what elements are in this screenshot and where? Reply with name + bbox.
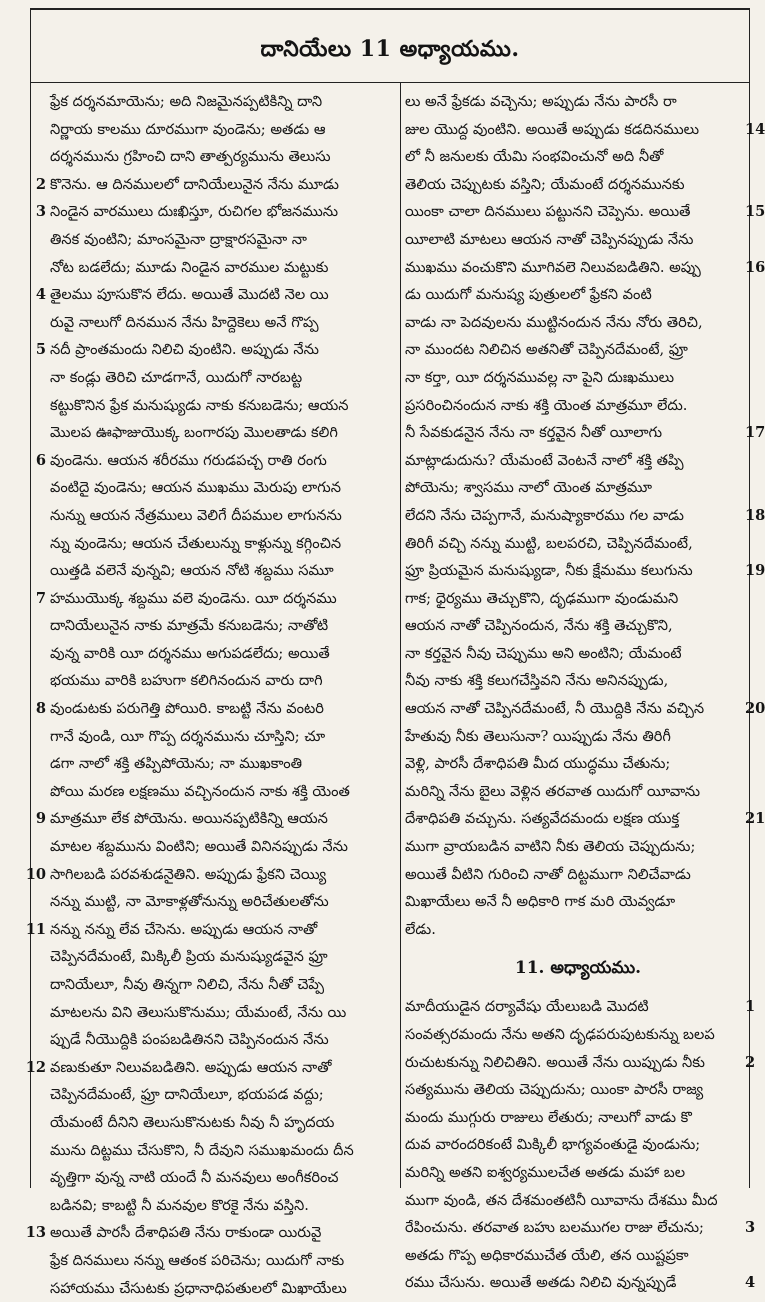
text-line — [50, 143, 396, 171]
right-column-upper — [405, 88, 765, 943]
line-text: వాడు నా పెదవులను ముట్టినందున నేను నోరు తెరిచి, — [405, 313, 703, 331]
line-text: ముఖము వంచుకొని మూగివలె నిలువబడితిని. అప్పు — [405, 258, 701, 276]
line-text: సాగిలబడి పరవశుడనైతిని. అప్పుడు ఫ్రేకని చెయ్యి — [50, 865, 327, 883]
text-line — [50, 1026, 396, 1054]
text-line — [405, 530, 751, 558]
left-column — [25, 88, 396, 1302]
text-line — [405, 226, 751, 254]
line-text: తైలము పూసుకొన లేదు. అయితే మొదటి నెల యి — [50, 286, 329, 304]
text-line — [50, 667, 396, 695]
header-divider — [30, 82, 750, 83]
text-line — [50, 1164, 396, 1192]
line-text: నన్ను నన్ను లేవ చేసెను. అప్పుడు ఆయన నాతో — [50, 920, 318, 938]
line-text: సంవత్సరమందు నేను అతని దృఢపరుపుటకున్ను బలప — [405, 1026, 715, 1043]
text-line — [405, 198, 765, 226]
text-line — [405, 778, 751, 806]
line-text: అయితే వీటిని గురించి నాతో దిట్టముగా నిలిచేవాడు — [405, 865, 691, 883]
verse-number: 12 — [25, 1058, 46, 1076]
line-text: తిరిగీ వచ్చి నన్ను ముట్టి, బలపరచి, చెప్పినదేమంటే, — [405, 534, 693, 552]
verse-number: 5 — [35, 341, 46, 359]
text-line — [35, 695, 396, 723]
line-text: తెలియ చెప్పుటకు వస్తిని; యేమంటే దర్శనమునకు — [405, 175, 685, 193]
verse-number: 1 — [745, 998, 756, 1016]
line-text: చెప్పినదేమంటే, ఫ్రూ దానియేలూ, భయపడ వద్దు; — [50, 1086, 324, 1104]
line-text: వంటిదై వుండెను; ఆయన ముఖము మెరుపు లాగున — [50, 479, 341, 497]
line-text: నిర్ణాయ కాలము దూరముగా వుండెను; అతడు ఆ — [50, 120, 326, 138]
line-text: దువ వారందరికంటే మిక్కిలీ భాగ్యవంతుడై వుండును; — [405, 1136, 701, 1154]
verse-number: 4 — [745, 1274, 756, 1292]
text-line — [405, 695, 765, 723]
text-line — [50, 833, 396, 861]
text-line — [405, 1242, 751, 1270]
text-line — [50, 474, 396, 502]
line-text: చెప్పినదేమంటే, మిక్కిలీ ప్రియ మనుష్యుడవైన ఫ్రూ — [50, 948, 328, 966]
line-text: మొలప ఊఫాజుయొక్క బంగారపు మొలతాడు కలిగి — [50, 424, 338, 442]
text-line — [405, 1159, 751, 1187]
verse-number: 4 — [35, 286, 46, 304]
text-line — [405, 861, 751, 889]
verse-number: 13 — [25, 1224, 46, 1242]
verse-number: 10 — [25, 865, 46, 883]
text-line — [50, 640, 396, 668]
text-line — [405, 805, 765, 833]
text-line — [405, 502, 765, 530]
text-line — [50, 778, 396, 806]
line-text: పోయి మరణ లక్షణము వచ్చినందున నాకు శక్తి యెంత — [50, 782, 350, 800]
text-line — [50, 943, 396, 971]
text-line — [50, 723, 396, 751]
text-line — [50, 309, 396, 337]
right-column — [405, 88, 765, 1297]
line-text: మరిన్ని అతని ఐశ్వర్యములచేత అతడు మహా బల — [405, 1163, 686, 1181]
text-line — [405, 447, 751, 475]
text-line — [405, 1131, 751, 1159]
text-line — [405, 640, 751, 668]
text-line — [405, 723, 751, 751]
text-line — [405, 281, 751, 309]
text-line — [50, 1081, 396, 1109]
text-line — [25, 1219, 396, 1247]
line-text: వణుకుతూ నిలువబడితిని. అప్పుడు ఆయన నాతో — [50, 1058, 332, 1076]
line-text: నీ సేవకుడనైన నేను నా కర్తవైన నీతో యీలాగు — [405, 424, 663, 442]
text-line — [35, 171, 396, 199]
text-line — [50, 557, 396, 585]
line-text: ముగా వుండి, తన దేశమంతటినీ యీవాను దేశము మీద — [405, 1191, 718, 1209]
verse-number: 3 — [35, 203, 46, 221]
line-text: నా కర్తవైన నీవు చెప్పుము అని అంటిని; యేమంటే — [405, 644, 682, 662]
line-text: యిత్తడి వలెనే వున్నవి; ఆయన నోటి శబ్దము సమూ — [50, 562, 334, 580]
line-text: మాటలను విని తెలుసుకొనుము; యేమంటే, నేను యి — [50, 1003, 347, 1021]
line-text: మాట్లాడుదును? యేమంటే వెంటనే నాలో శక్తి తప్పి — [405, 451, 684, 469]
text-line — [50, 226, 396, 254]
text-line — [35, 336, 396, 364]
verse-number: 6 — [35, 451, 46, 469]
top-border — [30, 8, 750, 10]
line-text: కట్టుకొనిన ఫ్రేక మనుష్యుడు నాకు కనుబడెను; ఆయన — [50, 396, 349, 414]
text-line — [405, 557, 765, 585]
line-text: గానే వుండి, యీ గొప్ప దర్శనమును చూస్తిని; చూ — [50, 727, 326, 745]
line-text: న్ను వుండెను; ఆయన చేతులున్ను కాళ్లున్ను కగ్గించిన — [50, 534, 342, 552]
line-text: ఆయన నాతో చెప్పినదేమంటే, నీ యొద్దికి నేను వచ్చిన — [405, 700, 705, 718]
line-text: సహాయము చేసుటకు ప్రధానాధిపతులలో మిఖాయేలు — [50, 1279, 347, 1297]
text-line — [405, 143, 751, 171]
text-line — [405, 1214, 756, 1242]
line-text: హముయొక్క శబ్దము వలె వుండెను. యీ దర్శనము — [50, 589, 337, 607]
line-text: రము చేసును. అయితే అతడు నిలిచి వున్నప్పుడే — [405, 1274, 677, 1292]
right-column-lower — [405, 993, 756, 1297]
line-text: ఫ్రేక దినములు నన్ను ఆతంక పరిచెను; యిదుగో నాకు — [50, 1251, 345, 1269]
text-line — [405, 171, 751, 199]
verse-number: 9 — [35, 810, 46, 828]
text-line — [35, 447, 396, 475]
line-text: కొనెను. ఆ దినములలో దానియేలునైన నేను మూడు — [50, 175, 339, 193]
line-text: నా ముందట నిలిచిన అతనితో చెప్పినదేమంటే, ఫ్రూ — [405, 341, 688, 359]
verse-number: 19 — [745, 562, 765, 580]
text-line — [50, 1192, 396, 1220]
line-text: నా కండ్లు తెరిచి చూడగానే, యిదుగో నారబట్ట — [50, 368, 303, 386]
text-line — [405, 364, 751, 392]
verse-number: 21 — [745, 810, 765, 828]
line-text: మాటల శబ్దమును వింటిని; అయితే వినినప్పుడు నేను — [50, 838, 348, 856]
page-title: దానియేలు 11 అధ్యాయము. — [260, 36, 520, 62]
text-line — [35, 585, 396, 613]
line-text: పోయెను; శ్వాసము నాలో యెంత మాత్రమూ — [405, 479, 653, 497]
verse-number: 17 — [745, 424, 765, 442]
text-line — [50, 1109, 396, 1137]
text-line — [25, 916, 396, 944]
verse-number: 11 — [25, 920, 46, 938]
line-text: లో నీ జనులకు యేమి సంభవించునో అది నీతో — [405, 148, 664, 166]
text-line — [50, 612, 396, 640]
text-line — [405, 474, 751, 502]
line-text: ముగా వ్రాయబడిన వాటిని నీకు తెలియ చెప్పుదును; — [405, 838, 696, 856]
text-line — [405, 309, 751, 337]
text-line — [405, 993, 756, 1021]
line-text: దానియేలునైన నాకు మాత్రమే కనుబడెను; నాతోటి — [50, 617, 329, 635]
verse-number: 7 — [35, 589, 46, 607]
line-text: అతడు గొప్ప అధికారముచేత యేలి, తన యిష్టప్రకా — [405, 1246, 689, 1264]
line-text: నీవు నాకు శక్తి కలుగచేస్తివని నేను అనినప్పుడు, — [405, 672, 669, 690]
verse-number: 14 — [745, 120, 765, 138]
text-line — [35, 198, 396, 226]
text-line — [405, 419, 765, 447]
text-line — [405, 254, 765, 282]
text-line — [50, 419, 396, 447]
verse-number: 20 — [745, 700, 765, 718]
verse-number: 2 — [745, 1053, 756, 1071]
text-line — [405, 1076, 751, 1104]
text-line — [25, 861, 396, 889]
line-text: వెళ్లి, పారసీ దేశాధిపతి మీద యుద్ధము చేతును; — [405, 755, 671, 773]
line-text: హేతువు నీకు తెలుసునా? యిప్పుడు నేను తిరిగీ — [405, 727, 671, 745]
text-line — [405, 1104, 751, 1132]
text-line — [50, 888, 396, 916]
column-divider — [400, 82, 401, 1188]
text-line — [405, 116, 765, 144]
line-text: ఆయన నాతో చెప్పినందున, నేను శక్తి తెచ్చుకొని, — [405, 617, 673, 635]
line-text: లేదని నేను చెప్పగానే, మనుష్యాకారము గల వాడు — [405, 506, 684, 524]
line-text: వృత్తిగా వున్న నాటి యందే నీ మనవులు అంగీకరించ — [50, 1169, 339, 1187]
line-text: నోట బడలేదు; మూడు నిండైన వారముల మట్టుకు — [50, 258, 329, 276]
line-text: యేమంటే దీనిని తెలుసుకొనుటకు నీవు నీ హృదయ — [50, 1113, 335, 1131]
text-line — [405, 88, 751, 116]
verse-number: 3 — [745, 1219, 756, 1237]
line-text: జుల యొద్ద వుంటిని. అయితే అప్పుడు కడదినములు — [405, 120, 700, 138]
line-text: దర్శనమును గ్రహించి దాని తాత్పర్యమును తెలుసు — [50, 148, 331, 166]
text-line — [50, 116, 396, 144]
text-line — [405, 667, 751, 695]
verse-number: 2 — [35, 175, 46, 193]
text-line — [405, 750, 751, 778]
text-line — [405, 1187, 751, 1215]
line-text: నన్ను ముట్టి, నా మోకాళ్లతోనున్ను అరిచేతులతోను — [50, 893, 329, 911]
line-text: వున్న వారికి యీ దర్శనము అగుపడలేదు; అయితే — [50, 644, 330, 662]
text-line — [25, 1054, 396, 1082]
verse-number: 8 — [35, 700, 46, 718]
text-line — [50, 502, 396, 530]
text-line — [50, 254, 396, 282]
line-text: దానియేలూ, నీవు తిన్నగా నిలిచి, నేను నీతో చెప్పే — [50, 976, 325, 993]
line-text: మిఖాయేలు అనే నీ అధికారి గాక మరి యెవ్వడూ — [405, 893, 676, 911]
line-text: డగా నాలో శక్తి తప్పిపోయెను; నా ముఖకాంతి — [50, 755, 303, 773]
chapter-subheading: 11. అధ్యాయము. — [514, 958, 642, 979]
line-text: యింకా చాలా దినములు పట్టునని చెప్పెను. అయితే — [405, 203, 691, 221]
line-text: బడినవి; కాబట్టి నీ మనవుల కొరకై నేను వస్తిని. — [50, 1196, 309, 1214]
line-text: ప్రసరించినందున నాకు శక్తి యెంత మాత్రమూ లేదు. — [405, 396, 688, 414]
text-line — [405, 392, 751, 420]
line-text: మరిన్ని నేను బైలు వెళ్లిన తరవాత యిదుగో యీవాను — [405, 782, 701, 800]
line-text: రువై నాలుగో దినమున నేను హిద్దెకెలు అనే గొప్ప — [50, 313, 319, 331]
text-line — [405, 612, 751, 640]
text-line — [50, 1137, 396, 1165]
text-line — [50, 392, 396, 420]
line-text: మును దిట్టము చేసుకొని, నీ దేవుని సముఖమందు దీన — [50, 1141, 354, 1159]
text-line — [405, 833, 751, 861]
line-text: గాక; ధైర్యము తెచ్చుకొని, దృఢముగా వుండుమని — [405, 589, 679, 607]
line-text: భయము వారికి బహుగా కలిగినందున వారు దాగి — [50, 672, 323, 690]
line-text: యీలాటి మాటలు ఆయన నాతో చెప్పినప్పుడు నేను — [405, 230, 694, 248]
text-line — [50, 364, 396, 392]
line-text: ఫ్రూ ప్రియమైన మనుష్యుడా, నీకు క్షేమము కలుగును — [405, 562, 693, 580]
line-text: సత్యమును తెలియ చెప్పుదును; యింకా పారసీ రాజ్య — [405, 1081, 704, 1099]
text-line — [50, 750, 396, 778]
text-line — [50, 999, 396, 1027]
line-text: మాత్రమూ లేక పోయెను. అయినప్పటికిన్ని ఆయన — [50, 810, 328, 828]
text-line — [50, 1247, 396, 1275]
line-text: లు అనే ఫ్రేకడు వచ్చెను; అప్పుడు నేను పారసీ రా — [405, 93, 677, 110]
line-text: ఫ్రేక దర్శనమాయెను; అది నిజమైనప్పటికిన్ని దాని — [50, 93, 323, 110]
text-line — [35, 805, 396, 833]
line-text: నున్ను ఆయన నేత్రములు వెలిగే దీపముల లాగునను — [50, 506, 342, 524]
text-line — [50, 1275, 396, 1302]
text-line — [405, 916, 751, 944]
line-text: వుండుటకు పరుగెత్తి పోయిరి. కాబట్టి నేను వంటరి — [50, 700, 324, 718]
verse-number: 18 — [745, 506, 765, 524]
line-text: నిండైన వారములు దుఃఖిస్తూ, రుచిగల భోజనమును — [50, 203, 339, 221]
text-line — [405, 1021, 751, 1049]
text-line — [405, 888, 751, 916]
text-line — [50, 530, 396, 558]
text-line — [405, 336, 751, 364]
line-text: మాదీయుడైన దర్యావేషు యేలుబడి మొదటి — [405, 998, 649, 1016]
line-text: అయితే పారసీ దేశాధిపతి నేను రాకుండా యిరువై — [50, 1224, 322, 1242]
text-line — [405, 1269, 756, 1297]
text-line — [50, 88, 396, 116]
verse-number: 15 — [745, 203, 765, 221]
text-line — [35, 281, 396, 309]
verse-number: 16 — [745, 258, 765, 276]
line-text: రుచుటకున్ను నిలిచితిని. అయితే నేను యిప్పుడు నీకు — [405, 1053, 705, 1071]
line-text: రేపించును. తరవాత బహు బలముగల రాజు లేచును; — [405, 1219, 704, 1237]
line-text: ప్పుడే నీయొద్దికి పంపబడితినని చెప్పినందున నేను — [50, 1031, 329, 1049]
line-text: నదీ ప్రాంతమందు నిలిచి వుంటిని. అప్పుడు నేను — [50, 341, 319, 359]
text-line — [50, 971, 396, 999]
line-text: తినక వుంటిని; మాంసమైనా ద్రాక్షారసమైనా నా — [50, 230, 307, 248]
line-text: మందు ముగ్గురు రాజులు లేతురు; నాలుగో వాడు కొ — [405, 1108, 692, 1126]
line-text: దేశాధిపతి వచ్చును. సత్యవేదమందు లక్షణ యుక్త — [405, 810, 680, 828]
text-line — [405, 1049, 756, 1077]
line-text: నా కర్తా, యీ దర్శనమువల్ల నా పైని దుఃఖములు — [405, 368, 675, 386]
line-text: లేడు. — [405, 920, 436, 938]
text-line — [405, 585, 751, 613]
line-text: డు యిదుగో మనుష్య పుత్రులలో ఫ్రేకని వంటి — [405, 286, 652, 304]
line-text: వుండెను. ఆయన శరీరము గరుడపచ్చ రాతి రంగు — [50, 451, 327, 469]
